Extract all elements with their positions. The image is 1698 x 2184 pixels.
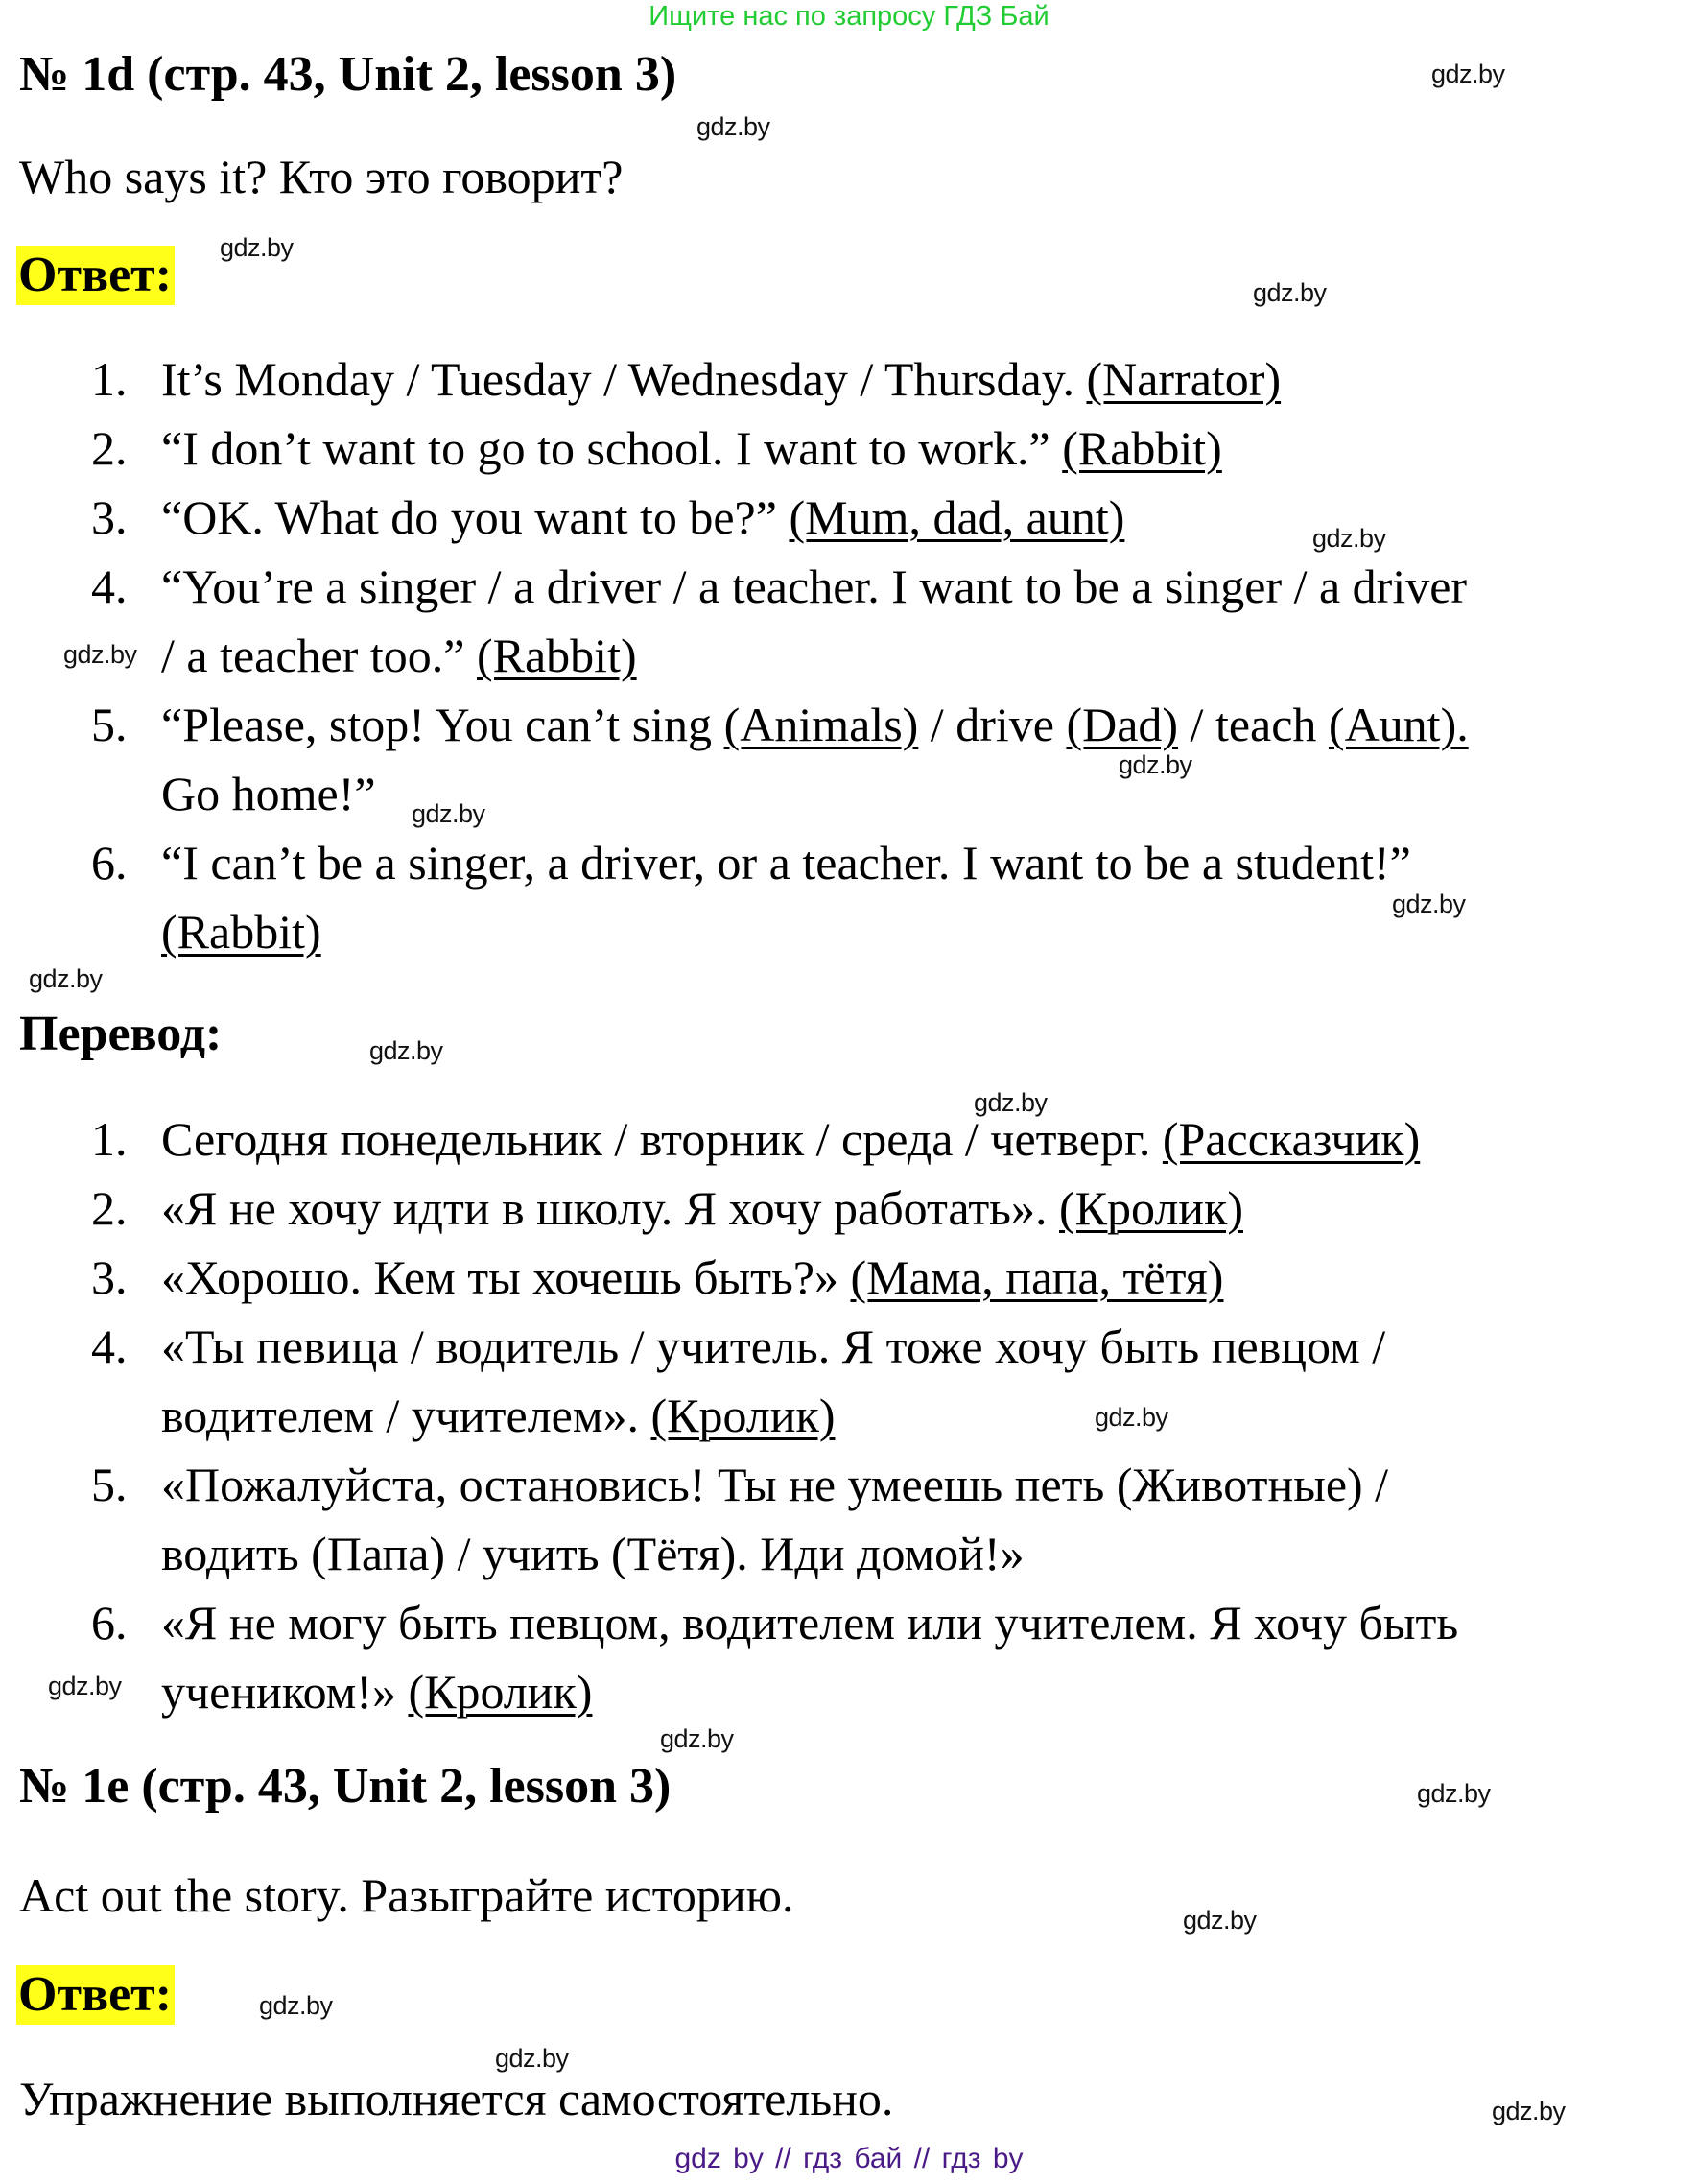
search-hint-banner: Ищите нас по запросу ГДЗ Бай [649,1,1049,32]
watermark: gdz.by [369,1036,443,1065]
speaker: (Rabbit) [161,905,321,959]
watermark: gdz.by [1431,59,1505,88]
speaker: (Rabbit) [1062,421,1222,475]
exercise-1d-task: Who says it? Кто это говорит? [19,150,624,203]
line-text: «Хорошо. Кем ты хочешь быть?» [161,1250,851,1304]
line-text: учеником!» [161,1665,409,1719]
watermark: gdz.by [974,1088,1048,1117]
list-item: «Я не могу быть певцом, водителем или учителем. Я хочу быть [161,1596,1459,1650]
list-number: 3. [91,1250,128,1304]
exercise-1e-answer: Упражнение выполняется самостоятельно. [19,2072,894,2125]
speaker: (Narrator) [1086,352,1282,406]
list-number: 4. [91,559,128,613]
speaker: (Мама, папа, тётя) [850,1250,1224,1304]
list-number: 2. [91,1181,128,1235]
list-number: 6. [91,1596,128,1650]
list-item-continuation: Go home!” [161,767,376,820]
list-item-continuation: водить (Папа) / учить (Тётя). Иди домой!» [161,1527,1025,1580]
line-text: / teach [1178,698,1329,751]
list-item-continuation [161,627,637,684]
list-item [161,1110,1420,1168]
line-text: водителем / учителем». [161,1389,651,1442]
watermark: gdz.by [259,1991,333,2020]
watermark: gdz.by [660,1724,734,1753]
speaker: (Aunt). [1328,698,1469,751]
list-item-continuation [161,1663,592,1721]
list-number: 1. [91,1112,128,1166]
line-text: / a teacher too.” [161,629,477,682]
speaker: (Mum, dad, aunt) [789,490,1125,544]
line-text: “Please, stop! You can’t sing [161,698,724,751]
list-number: 1. [91,352,128,406]
exercise-1e-task: Act out the story. Разыграйте историю. [19,1868,794,1922]
speaker: (Rabbit) [476,629,637,682]
line-text: «Я не хочу идти в школу. Я хочу работать». [161,1181,1059,1235]
list-item [161,696,1469,753]
list-item [161,1248,1223,1306]
list-number: 6. [91,836,128,890]
watermark: gdz.by [696,112,770,141]
watermark: gdz.by [29,964,103,993]
line-text: / drive [918,698,1067,751]
watermark: gdz.by [1095,1403,1168,1432]
list-number: 2. [91,421,128,475]
list-item: “I can’t be a singer, a driver, or a teacher. I want to be a student!” [161,836,1411,890]
footer-links: gdz by // гдз бай // гдз by [674,2143,1024,2174]
list-number: 3. [91,490,128,544]
list-item [161,1179,1243,1237]
list-item: «Ты певица / водитель / учитель. Я тоже хочу быть певцом / [161,1319,1386,1373]
answer-label: Ответ: [16,1965,175,2025]
speaker: (Dad) [1066,698,1179,751]
watermark: gdz.by [63,640,137,669]
line-text: Сегодня понедельник / вторник / среда / четверг. [161,1112,1163,1166]
speaker: (Рассказчик) [1162,1112,1421,1166]
list-number: 5. [91,698,128,751]
list-item-continuation [161,903,321,961]
watermark: gdz.by [495,2044,569,2073]
list-item: “You’re a singer / a driver / a teacher. I want to be a singer / a driver [161,559,1468,613]
line-text: “OK. What do you want to be?” [161,490,790,544]
speaker: (Animals) [723,698,919,751]
line-text: “I don’t want to go to school. I want to work.” [161,421,1063,475]
watermark: gdz.by [220,233,294,262]
exercise-1d-title: № 1d (стр. 43, Unit 2, lesson 3) [19,47,677,102]
translation-label: Перевод: [19,1007,223,1061]
list-item [161,350,1281,408]
list-item: «Пожалуйста, остановись! Ты не умеешь петь (Животные) / [161,1458,1389,1511]
watermark: gdz.by [1312,524,1386,553]
list-item [161,419,1222,477]
speaker: (Кролик) [408,1665,593,1719]
list-item-continuation [161,1387,835,1444]
watermark: gdz.by [1417,1779,1491,1808]
speaker: (Кролик) [1059,1181,1243,1235]
watermark: gdz.by [1253,278,1327,307]
list-item [161,488,1124,546]
line-text: It’s Monday / Tuesday / Wednesday / Thursday. [161,352,1087,406]
watermark: gdz.by [1119,750,1192,779]
list-number: 5. [91,1458,128,1511]
list-number: 4. [91,1319,128,1373]
watermark: gdz.by [412,799,485,828]
watermark: gdz.by [1492,2097,1566,2125]
speaker: (Кролик) [650,1389,836,1442]
watermark: gdz.by [1392,890,1466,918]
watermark: gdz.by [1183,1906,1257,1935]
answer-label: Ответ: [16,246,175,305]
exercise-1e-title: № 1e (стр. 43, Unit 2, lesson 3) [19,1759,672,1814]
watermark: gdz.by [48,1672,122,1700]
